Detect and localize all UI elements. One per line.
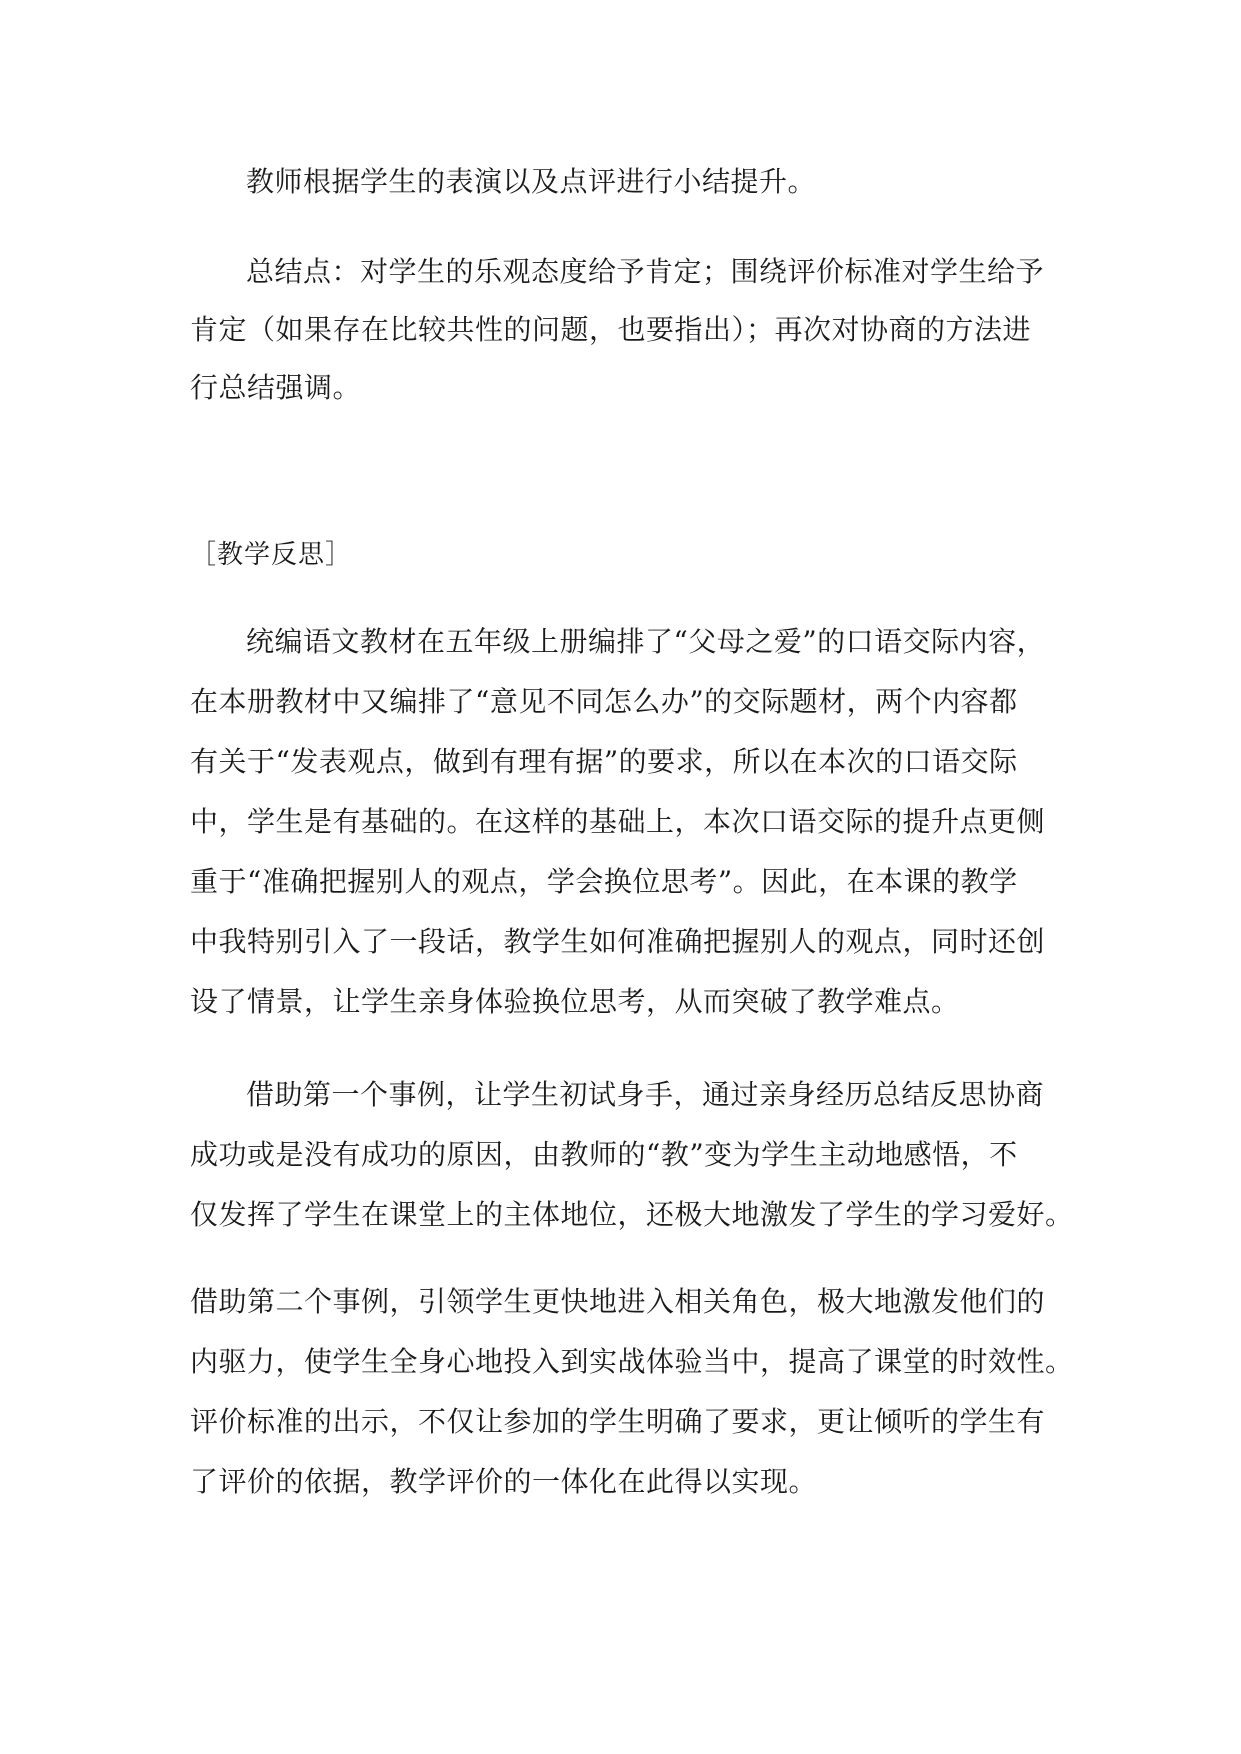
paragraph-line: 中我特别引入了一段话，教学生如何准确把握别人的观点，同时还创	[190, 925, 1046, 958]
section-heading: ［教学反思］	[190, 540, 353, 570]
paragraph-line: 评价标准的出示，不仅让参加的学生明确了要求，更让倾听的学生有	[190, 1405, 1046, 1438]
paragraph-line: 统编语文教材在五年级上册编排了“父母之爱”的口语交际内容，	[246, 625, 1046, 658]
paragraph-line: 肯定（如果存在比较共性的问题，也要指出）；再次对协商的方法进	[190, 313, 1032, 346]
paragraph-line: 借助第二个事例，引领学生更快地进入相关角色，极大地激发他们的	[190, 1285, 1046, 1318]
paragraph-line: 内驱力，使学生全身心地投入到实战体验当中，提高了课堂的时效性。	[190, 1345, 1074, 1378]
paragraph-line: 借助第一个事例，让学生初试身手，通过亲身经历总结反思协商	[246, 1078, 1045, 1111]
paragraph-line: 了评价的依据，教学评价的一体化在此得以实现。	[190, 1465, 818, 1498]
paragraph-line: 仅发挥了学生在课堂上的主体地位，还极大地激发了学生的学习爱好。	[190, 1198, 1074, 1231]
paragraph-line: 总结点：对学生的乐观态度给予肯定；围绕评价标准对学生给予	[246, 255, 1045, 288]
paragraph-line: 有关于“发表观点，做到有理有据”的要求，所以在本次的口语交际	[190, 745, 1018, 778]
paragraph-line: 教师根据学生的表演以及点评进行小结提升。	[246, 165, 817, 198]
paragraph-line: 中，学生是有基础的。在这样的基础上，本次口语交际的提升点更侧	[190, 805, 1046, 838]
paragraph-line: 行总结强调。	[190, 371, 362, 404]
paragraph-line: 在本册教材中又编排了“意见不同怎么办”的交际题材，两个内容都	[190, 685, 1018, 718]
paragraph-line: 重于“准确把握别人的观点，学会换位思考”。因此，在本课的教学	[190, 865, 1018, 898]
paragraph-line: 成功或是没有成功的原因，由教师的“教”变为学生主动地感悟，不	[190, 1138, 1018, 1171]
paragraph-line: 设了情景，让学生亲身体验换位思考，从而突破了教学难点。	[190, 985, 960, 1018]
